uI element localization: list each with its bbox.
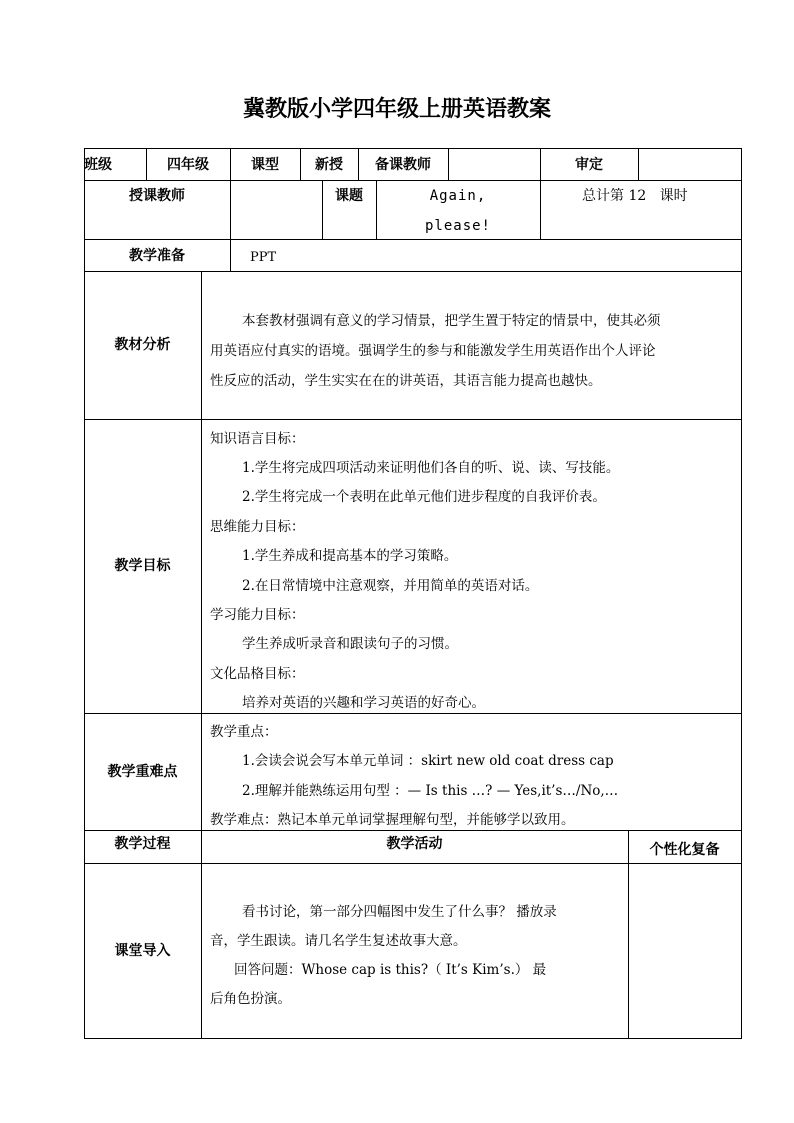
objectives-label: 教学目标 <box>114 558 171 574</box>
personal-review-header: 个性化复备 <box>649 842 720 858</box>
objective-item: 1.学生养成和提高基本的学习策略。 <box>242 548 458 564</box>
objective-item: 2.在日常情境中注意观察，并用简单的英语对话。 <box>242 578 539 594</box>
material-analysis-line-2: 用英语应付真实的语境。强调学生的参与和能激发学生用英语作出个人评论 <box>210 343 656 359</box>
key-point-item: 1.会读会说会写本单元单词 ：skirt new old coat dress cap <box>242 753 614 769</box>
material-analysis-line-3: 性反应的活动，学生实实在在的讲英语，其语言能力提高也越快。 <box>210 373 602 389</box>
intro-line-1: 看书讨论，第一部分四幅图中发生了什么事？ 播放录 <box>242 904 557 920</box>
prep-label: 教学准备 <box>129 248 185 264</box>
lesson-type-label: 课型 <box>251 157 279 173</box>
objective-heading-knowledge: 知识语言目标： <box>210 431 305 447</box>
process-header: 教学过程 <box>114 836 171 852</box>
review-label: 审定 <box>575 157 603 173</box>
objective-item: 2.学生将完成一个表明在此单元他们进步程度的自我评价表。 <box>242 489 606 505</box>
key-point-item: 2.理解并能熟练运用句型 ：— Is this …? — Yes,it’s…/No,… <box>242 783 619 799</box>
prep-value: PPT <box>250 250 277 265</box>
period-count: 总计第 12 课时 <box>582 188 688 204</box>
material-analysis-line-1: 本套教材强调有意义的学习情景，把学生置于特定的情景中，使其必须 <box>242 313 661 329</box>
objective-heading-culture: 文化品格目标： <box>210 666 305 682</box>
document-title: 冀教版小学四年级上册英语教案 <box>242 97 551 122</box>
difficult-point: 教学难点：熟记本单元单词掌握理解句型，并能够学以致用。 <box>210 812 575 828</box>
lesson-type-value: 新授 <box>315 157 343 173</box>
objective-item: 培养对英语的兴趣和学习英语的好奇心。 <box>242 695 485 711</box>
objective-item: 学生养成听录音和跟读句子的习惯。 <box>242 636 458 652</box>
teacher-label: 授课教师 <box>129 188 185 204</box>
topic-label: 课题 <box>335 188 363 204</box>
class-label: 班级 <box>84 157 112 173</box>
intro-line-4: 后角色扮演。 <box>210 991 291 1007</box>
topic-line-2: please! <box>424 218 491 234</box>
intro-label: 课堂导入 <box>114 943 171 959</box>
intro-line-3: 回答问题：Whose cap is this?（ It’s Kim’s.） 最 <box>234 962 547 978</box>
prep-teacher-label: 备课教师 <box>375 157 431 173</box>
class-value: 四年级 <box>167 157 209 173</box>
topic-line-1: Again, <box>429 188 487 204</box>
objective-item: 1.学生将完成四项活动来证明他们各自的听、说、读、写技能。 <box>242 460 620 476</box>
material-analysis-label: 教材分析 <box>114 337 171 353</box>
objective-heading-learning: 学习能力目标： <box>210 607 305 623</box>
intro-line-2: 音，学生跟读。请几名学生复述故事大意。 <box>210 933 467 949</box>
key-point-heading: 教学重点： <box>210 724 278 740</box>
activity-header: 教学活动 <box>386 836 443 852</box>
key-points-label: 教学重难点 <box>107 764 178 780</box>
objective-heading-thinking: 思维能力目标： <box>210 519 305 535</box>
